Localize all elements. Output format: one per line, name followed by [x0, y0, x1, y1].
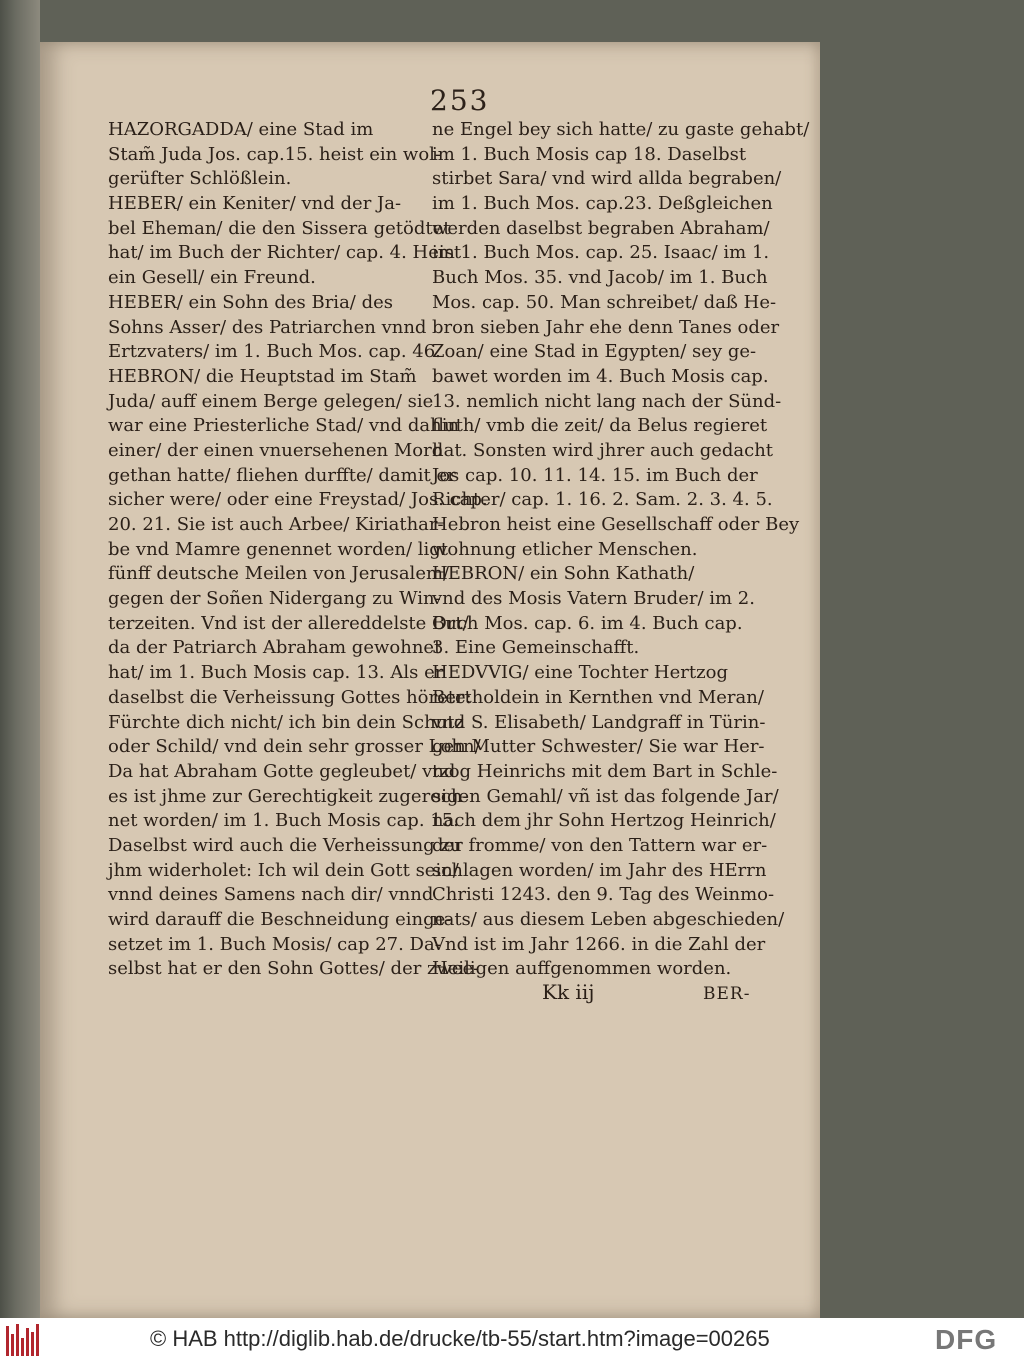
- text-line: ne Engel bey sich hatte/ zu gaste gehabt/: [432, 119, 810, 140]
- text-line: hat. Sonsten wird jhrer auch gedacht: [432, 439, 774, 461]
- facing-page-edge: [0, 0, 40, 1318]
- text-line: HEDVVIG/ eine Tochter Hertzog: [432, 662, 728, 684]
- text-line: vnd des Mosis Vatern Bruder/ im 2.: [432, 588, 755, 610]
- text-line: Zoan/ eine Stad in Egypten/ sey ge-: [432, 341, 757, 363]
- text-line: HEBER/ ein Sohn des Bria/ des: [108, 291, 393, 313]
- source-link[interactable]: © HAB http://diglib.hab.de/drucke/tb-55/start.htm?image=00265: [150, 1326, 770, 1351]
- text-line: Stam̃ Juda Jos. cap.15. heist ein wol-: [108, 143, 442, 165]
- text-line: fluth/ vmb die zeit/ da Belus regieret: [432, 415, 768, 437]
- text-line: net worden/ im 1. Buch Mosis cap. 15.: [108, 810, 459, 832]
- text-line: 20. 21. Sie ist auch Arbee/ Kiriathar-: [108, 514, 444, 535]
- text-line: Sohns Asser/ des Patriarchen vnnd: [108, 316, 427, 338]
- text-line: stirbet Sara/ vnd wird allda begraben/: [432, 168, 782, 190]
- text-line: HEBRON/ ein Sohn Kathath/: [432, 563, 695, 585]
- text-line: bron sieben Jahr ehe denn Tanes oder: [432, 316, 780, 338]
- text-line: da der Patriarch Abraham gewohnet: [108, 637, 442, 659]
- text-line: jhm widerholet: Ich wil dein Gott sein/: [108, 859, 459, 881]
- text-line: be vnd Mamre genennet worden/ ligt: [108, 538, 448, 560]
- text-line: selbst hat er den Sohn Gottes/ der zwee-: [108, 958, 480, 980]
- right-text-column: [432, 118, 810, 982]
- text-line: nach dem jhr Sohn Hertzog Heinrich/: [432, 810, 776, 832]
- text-line: Bertholdein in Kernthen vnd Meran/: [432, 686, 764, 708]
- text-line: Mos. cap. 50. Man schreibet/ daß He-: [432, 291, 777, 313]
- text-line: vnnd deines Samens nach dir/ vnnd: [108, 884, 434, 906]
- text-line: sicher were/ oder eine Freystad/ Jos. cap.: [108, 489, 488, 511]
- page-number: 253: [430, 84, 490, 117]
- text-line: im 1. Buch Mosis cap 18. Daselbst: [432, 143, 747, 165]
- text-line: tzog Heinrichs mit dem Bart in Schle-: [432, 760, 778, 782]
- text-line: bel Eheman/ die den Sissera getödtet: [108, 217, 451, 239]
- text-line: Da hat Abraham Gotte gegleubet/ vnd: [108, 760, 456, 782]
- copyright-credit[interactable]: [150, 1326, 770, 1352]
- text-line: Christi 1243. den 9. Tag des Weinmo-: [432, 884, 775, 906]
- text-line: Juda/ auff einem Berge gelegen/ sie: [108, 390, 434, 412]
- text-line: gen Mutter Schwester/ Sie war Her-: [432, 736, 765, 758]
- text-line: gerüfter Schlößlein.: [108, 168, 292, 190]
- text-line: 3. Eine Gemeinschafft.: [432, 637, 640, 659]
- text-line: gegen der Soñen Nidergang zu Win-: [108, 588, 441, 610]
- text-line: ein Gesell/ ein Freund.: [108, 267, 316, 289]
- text-line: im 1. Buch Mos. cap. 25. Isaac/ im 1.: [432, 242, 770, 264]
- text-line: wird darauff die Beschneidung einge-: [108, 909, 452, 930]
- text-line: war eine Priesterliche Stad/ vnd dahin: [108, 415, 460, 437]
- text-line: HEBRON/ die Heuptstad im Stam̃: [108, 365, 417, 387]
- hab-logo-bar: [11, 1334, 14, 1356]
- signature-mark: Kk iij: [542, 980, 595, 1004]
- text-line: schlagen worden/ im Jahr des HErrn: [432, 859, 767, 881]
- text-line: es ist jhme zur Gerechtigkeit zugerech-: [108, 785, 469, 807]
- text-line: im 1. Buch Mos. cap.23. Deßgleichen: [432, 193, 773, 215]
- hab-logo-icon: [6, 1324, 40, 1356]
- text-line: einer/ der einen vnuersehenen Mord: [108, 439, 444, 461]
- footer-bar: [0, 1318, 1024, 1362]
- text-line: nats/ aus diesem Leben abgeschieden/: [432, 909, 785, 930]
- text-line: wohnung etlicher Menschen.: [432, 538, 698, 560]
- text-line: Fürchte dich nicht/ ich bin dein Schutz: [108, 711, 464, 733]
- text-line: Buch Mos. cap. 6. im 4. Buch cap.: [432, 612, 743, 634]
- text-line: hat/ im 1. Buch Mosis cap. 13. Als er: [108, 662, 444, 684]
- hab-logo-bar: [36, 1324, 39, 1356]
- text-line: setzet im 1. Buch Mosis/ cap 27. Da-: [108, 933, 441, 955]
- text-line: bawet worden im 4. Buch Mosis cap.: [432, 365, 769, 387]
- catchword: BER-: [703, 984, 751, 1004]
- text-line: Richter/ cap. 1. 16. 2. Sam. 2. 3. 4. 5.: [432, 489, 773, 511]
- text-line: Hebron heist eine Gesellschaff oder Bey: [432, 514, 800, 535]
- text-line: der fromme/ von den Tattern war er-: [432, 834, 768, 856]
- text-line: vnd S. Elisabeth/ Landgraff in Türin-: [432, 711, 766, 733]
- text-line: Vnd ist im Jahr 1266. in die Zahl der: [432, 933, 766, 955]
- text-line: sigen Gemahl/ vñ ist das folgende Jar/: [432, 785, 779, 807]
- text-line: HAZORGADDA/ eine Stad im: [108, 119, 374, 140]
- hab-logo-bar: [26, 1328, 29, 1356]
- dfg-logo: DFG: [935, 1324, 998, 1355]
- left-text-column: [108, 118, 488, 982]
- text-line: gethan hatte/ fliehen durffte/ damit er: [108, 464, 456, 486]
- hab-logo-bar: [6, 1326, 9, 1356]
- text-line: werden daselbst begraben Abraham/: [432, 217, 770, 239]
- text-line: hat/ im Buch der Richter/ cap. 4. Heist: [108, 242, 462, 264]
- text-line: Ertzvaters/ im 1. Buch Mos. cap. 46.: [108, 341, 441, 363]
- text-line: terzeiten. Vnd ist der allereddelste Ort/: [108, 612, 469, 634]
- text-line: HEBER/ ein Keniter/ vnd der Ja-: [108, 193, 402, 215]
- text-line: Daselbst wird auch die Verheissung zu: [108, 834, 462, 856]
- hab-logo-bar: [31, 1332, 34, 1356]
- text-line: fünff deutsche Meilen von Jerusalem/: [108, 563, 450, 585]
- text-line: oder Schild/ vnd dein sehr grosser Lohn/: [108, 736, 481, 758]
- text-line: 13. nemlich nicht lang nach der Sünd-: [432, 390, 782, 412]
- text-line: Buch Mos. 35. vnd Jacob/ im 1. Buch: [432, 267, 768, 289]
- text-line: Heiligen auffgenommen worden.: [432, 958, 732, 980]
- hab-logo-bar: [16, 1324, 19, 1356]
- text-line: Jos cap. 10. 11. 14. 15. im Buch der: [432, 464, 758, 486]
- hab-logo-bar: [21, 1338, 24, 1356]
- text-line: daselbst die Verheissung Gottes hörete:: [108, 686, 472, 708]
